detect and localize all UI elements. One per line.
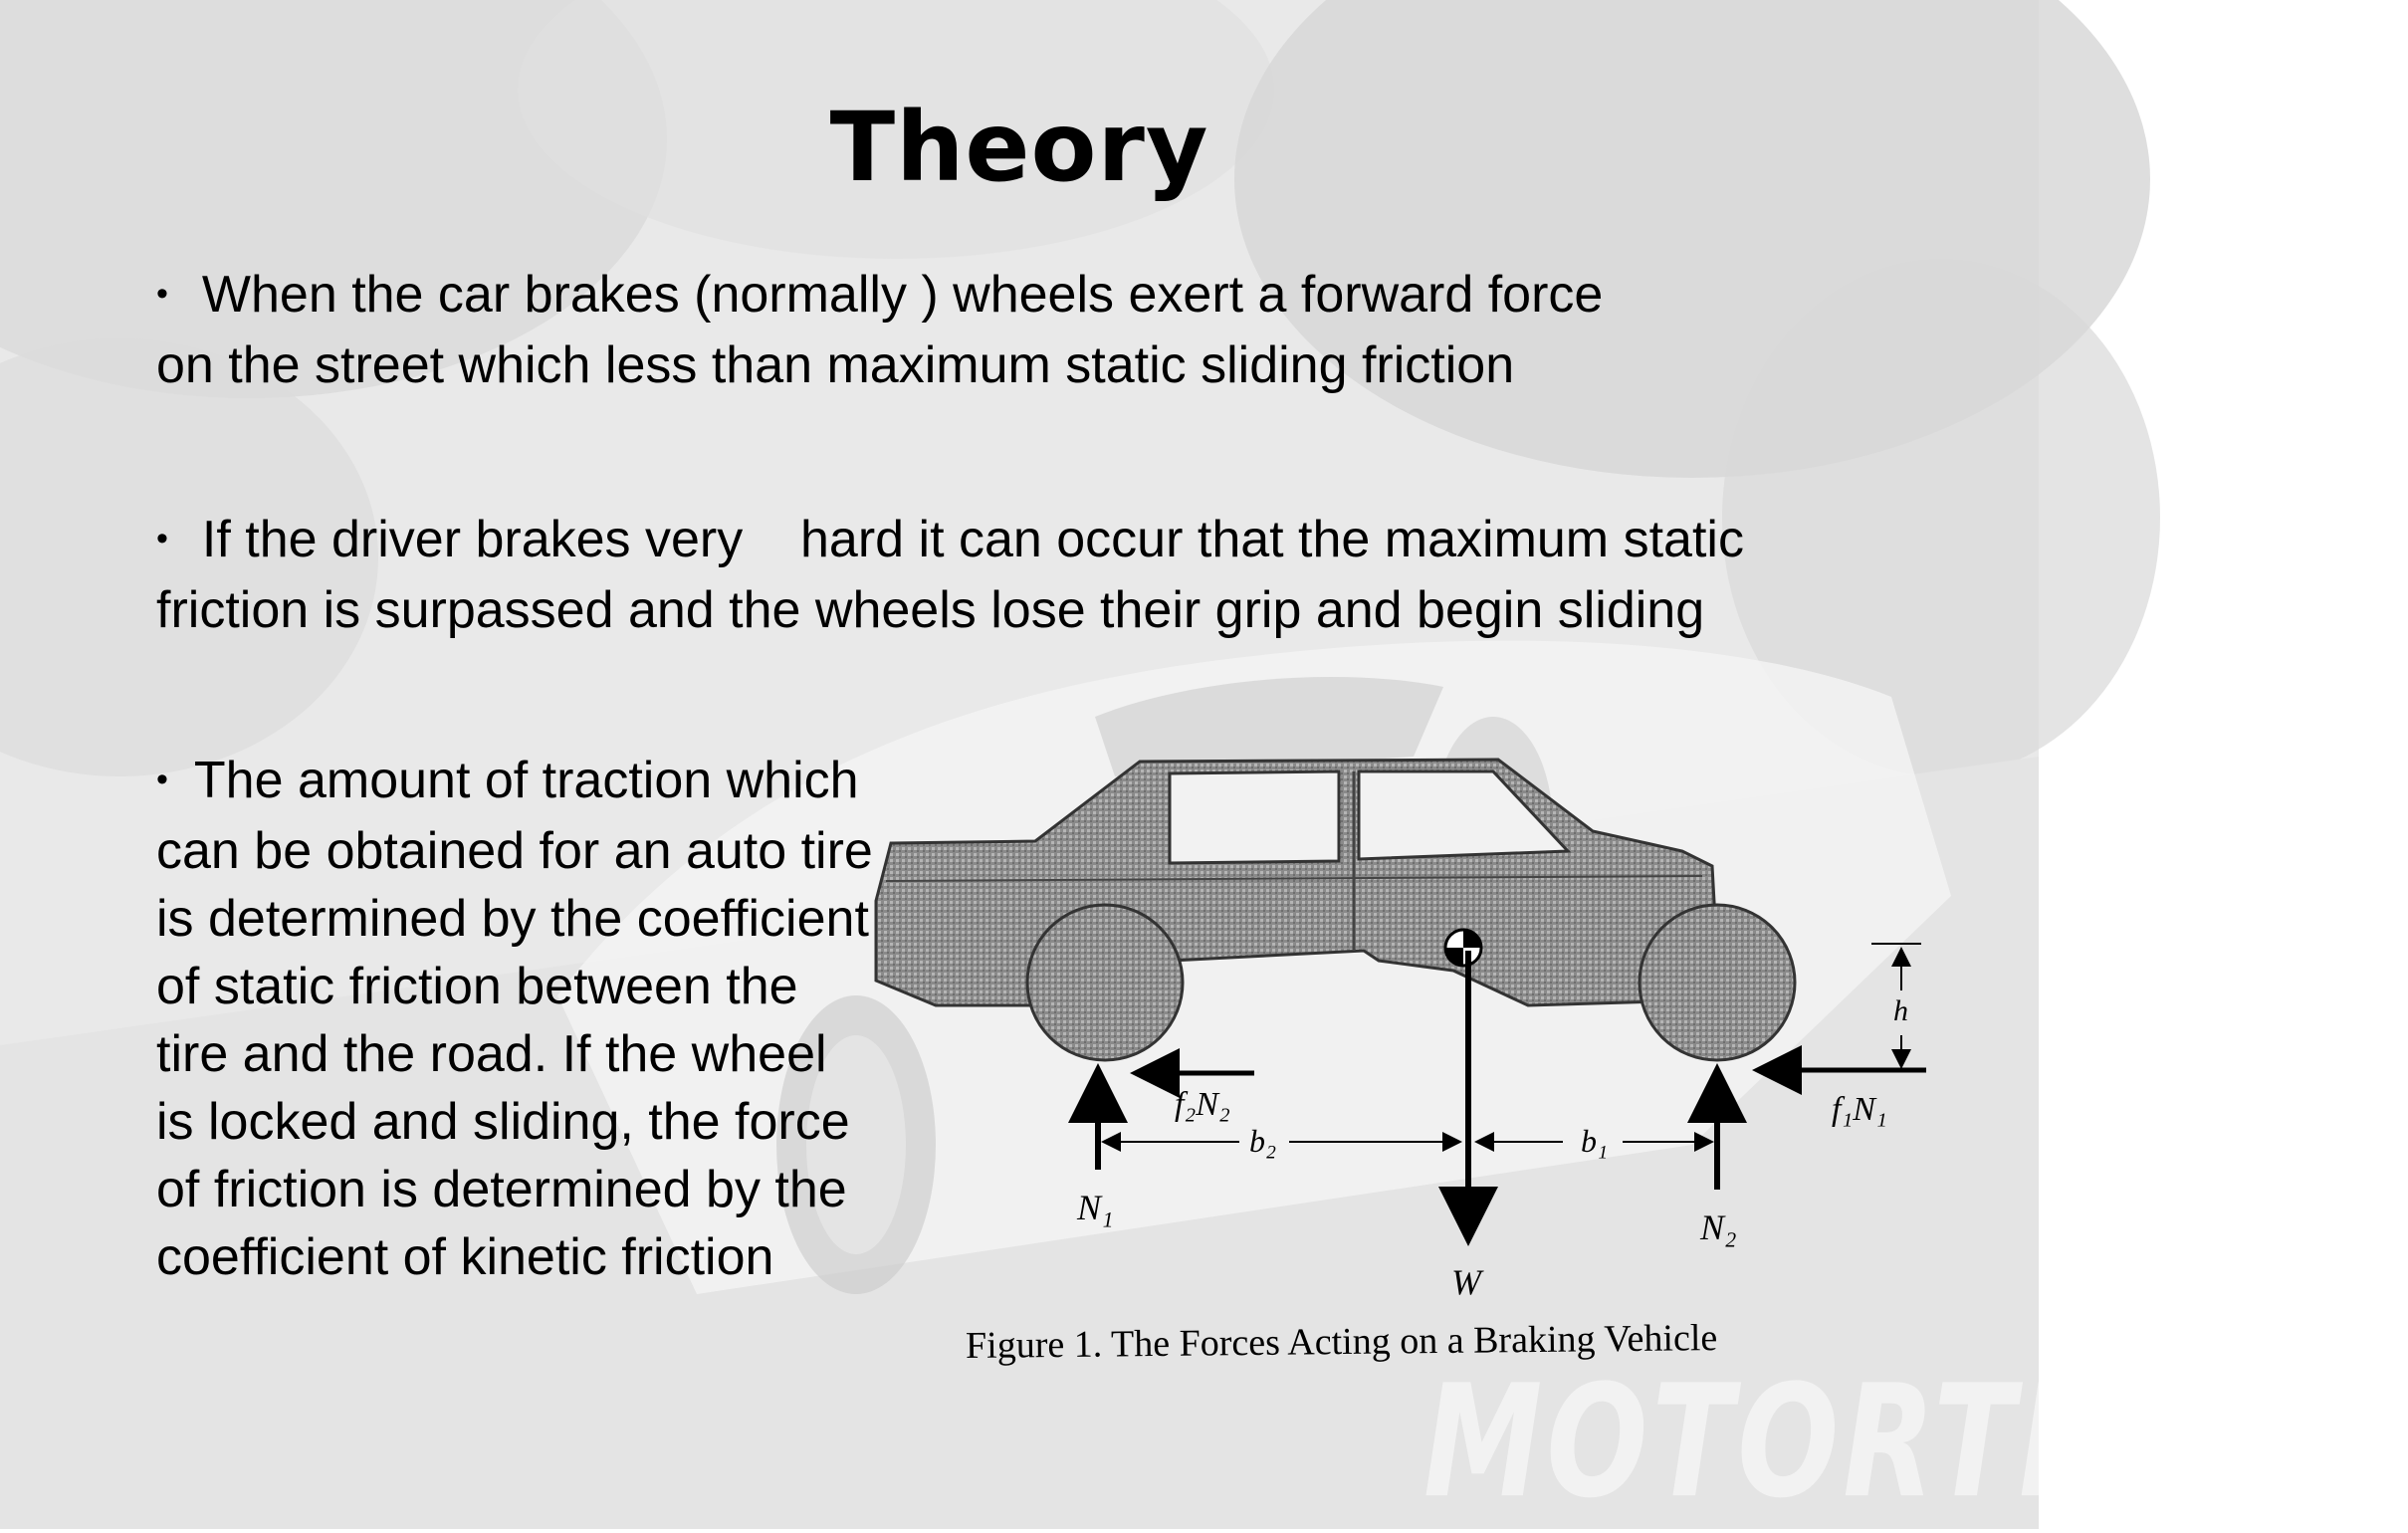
bullet-1-text: When the car brakes (normally ) wheels exert a forward force on the street which less than maximum static sliding friction bbox=[156, 266, 1604, 395]
watermark-logo: MOTORTREND bbox=[1423, 1353, 2408, 1533]
label-f2n2: f₂N₂ bbox=[1175, 1086, 1230, 1123]
front-wheel bbox=[1640, 905, 1795, 1060]
label-w: W bbox=[1451, 1262, 1481, 1302]
bullet-3 bbox=[156, 747, 873, 1291]
center-of-mass-icon bbox=[1445, 930, 1481, 966]
bullet-2-text: If the driver brakes very hard it can occur that the maximum static friction is surpassed and the wheels lose their grip and begin sliding bbox=[156, 511, 1759, 640]
bullet-1 bbox=[156, 261, 1669, 399]
bullet-dot: • bbox=[156, 520, 168, 558]
braking-vehicle-figure bbox=[866, 752, 1951, 1329]
bullet-3-text: The amount of traction which can be obtained for an auto tire is determined by the coefficient of static friction between the tire and the road. If the wheel is locked and sliding, the force of friction is determined by the coefficient of kinetic friction bbox=[156, 752, 873, 1287]
label-n1: N₁ bbox=[1077, 1188, 1114, 1227]
label-h: h bbox=[1893, 994, 1908, 1027]
rear-wheel bbox=[1027, 905, 1183, 1060]
bullet-dot: • bbox=[156, 275, 168, 314]
bullet-2 bbox=[156, 506, 1849, 644]
label-n2: N₂ bbox=[1700, 1207, 1737, 1247]
car-body bbox=[876, 760, 1717, 1005]
figure-caption: Figure 1. The Forces Acting on a Braking Vehicle bbox=[965, 1317, 1718, 1367]
label-f1n1: f₁N₁ bbox=[1832, 1091, 1887, 1128]
slide-title: Theory bbox=[829, 92, 1209, 203]
bullet-dot: • bbox=[156, 761, 168, 799]
label-b2: b₂ bbox=[1249, 1123, 1277, 1159]
label-b1: b₁ bbox=[1581, 1123, 1609, 1159]
